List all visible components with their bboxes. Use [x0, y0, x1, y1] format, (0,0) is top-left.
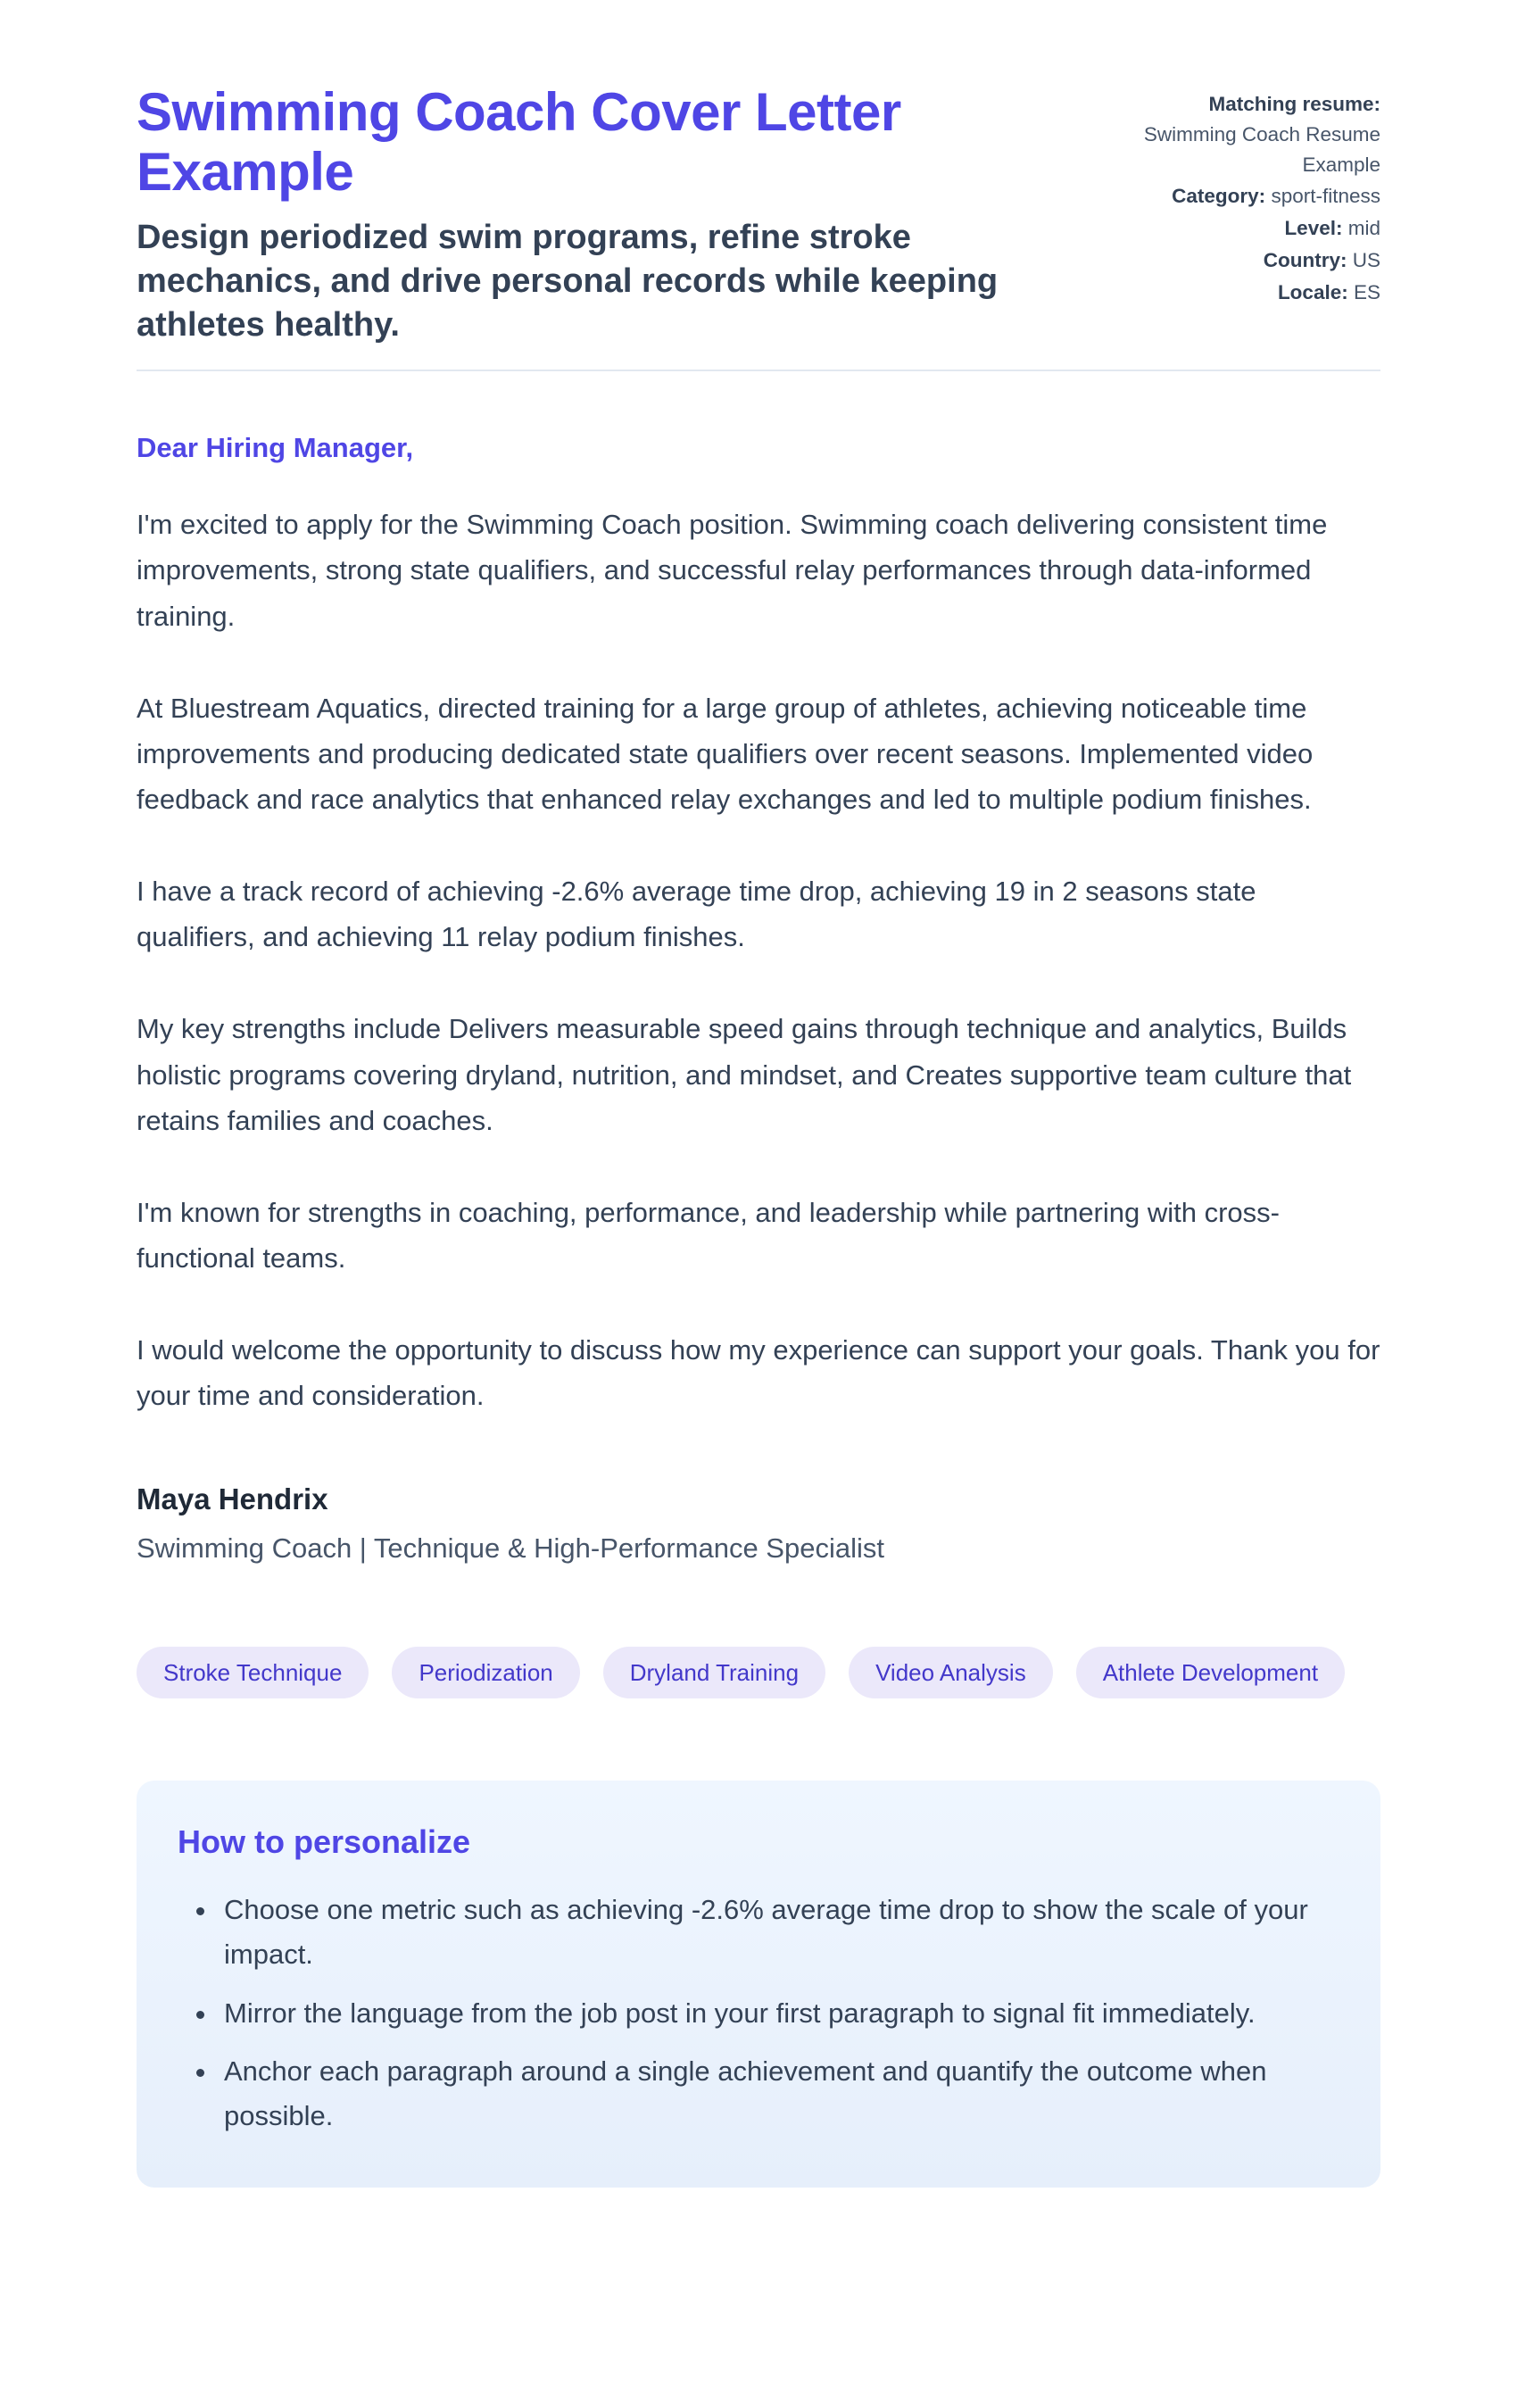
header-divider [137, 370, 1380, 371]
meta-row [1102, 181, 1380, 212]
meta-row-value: mid [1347, 217, 1380, 239]
header-left [137, 82, 1038, 346]
meta-row-value: sport-fitness [1271, 185, 1380, 208]
letter-paragraph: My key strengths include Delivers measurable speed gains through technique and analytics, Builds holistic programs covering dryland, nutrition, and mindset, and Creates supportive team culture that retains families and coaches. [137, 1013, 1352, 1136]
header [137, 82, 1380, 346]
cover-letter-body [137, 432, 1380, 1565]
skill-tag: Athlete Development [1076, 1647, 1345, 1698]
meta-row-label: Locale: [1277, 280, 1348, 303]
meta-row-label: Level: [1284, 217, 1343, 239]
letter-paragraph: I would welcome the opportunity to discuss how my experience can support your goals. Thank you for your time and consideration. [137, 1334, 1380, 1412]
meta-row [1102, 213, 1380, 244]
personalize-title: How to personalize [178, 1823, 471, 1861]
matching-resume-label: Matching resume: [1208, 93, 1380, 115]
meta-row-label: Country: [1263, 248, 1347, 271]
letter-paragraph: I have a track record of achieving -2.6% average time drop, achieving 19 in 2 seasons state qualifiers, and achieving 11 relay podium finishes. [137, 876, 1256, 953]
personalize-item: • Anchor each paragraph around a single achievement and quantify the outcome when possible. [219, 2049, 1339, 2138]
resume-meta [1102, 82, 1380, 346]
meta-row [1102, 245, 1380, 276]
salutation: Dear Hiring Manager, [137, 432, 414, 464]
page [137, 0, 1380, 2241]
skill-tag: Video Analysis [849, 1647, 1053, 1698]
letter-paragraph: I'm excited to apply for the Swimming Coach position. Swimming coach delivering consistent time improvements, strong state qualifiers, and successful relay performances through data-informed training. [137, 509, 1328, 632]
skill-tag: Periodization [392, 1647, 579, 1698]
matching-resume-link[interactable]: Swimming Coach Resume Example [1143, 122, 1380, 176]
signature-name: Maya Hendrix [137, 1482, 328, 1516]
meta-row-value: ES [1353, 280, 1380, 303]
letter-paragraphs [137, 502, 1380, 1418]
page-title: Swimming Coach Cover Letter Example [137, 82, 901, 203]
signature-title: Swimming Coach | Technique & High-Performance Specialist [137, 1532, 884, 1565]
personalize-item: • Mirror the language from the job post in your first paragraph to signal fit immediately. [219, 1991, 1339, 2036]
letter-paragraph: At Bluestream Aquatics, directed training for a large group of athletes, achieving noticeable time improvements and producing dedicated state qualifiers over recent seasons. Implemented video feedback and race analytics that enhanced relay exchanges and led to multiple podium finishes. [137, 692, 1314, 815]
personalize-item: • Choose one metric such as achieving -2.6% average time drop to show the scale of your impact. [219, 1888, 1339, 1976]
letter-paragraph: I'm known for strengths in coaching, performance, and leadership while partnering with cross-functional teams. [137, 1196, 1280, 1274]
skill-tag: Stroke Technique [137, 1647, 369, 1698]
personalize-box [137, 1781, 1380, 2188]
meta-rows [1102, 181, 1380, 307]
meta-row-value: US [1352, 248, 1380, 271]
meta-row-label: Category: [1172, 185, 1266, 208]
skill-tag: Dryland Training [603, 1647, 825, 1698]
skill-tags [137, 1647, 1380, 1698]
page-subtitle: Design periodized swim programs, refine stroke mechanics, and drive personal records while keeping athletes healthy. [137, 219, 999, 344]
meta-row [1102, 278, 1380, 308]
personalize-list [178, 1888, 1339, 2138]
